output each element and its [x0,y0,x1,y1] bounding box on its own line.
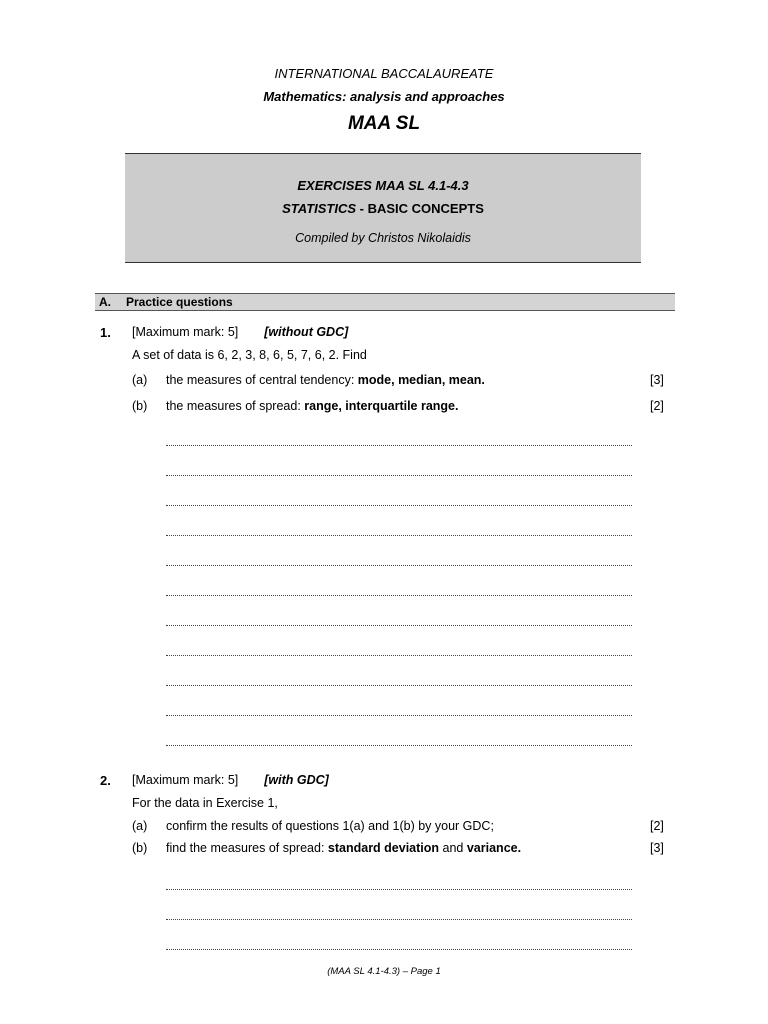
answer-line [166,919,632,920]
page-footer: (MAA SL 4.1-4.3) – Page 1 [327,966,441,977]
answer-line [166,949,632,950]
answer-line [166,505,632,506]
header-org: INTERNATIONAL BACCALAUREATE [274,66,494,81]
part-bold: range, interquartile range. [304,399,459,413]
answer-line [166,745,632,746]
topic-title [125,201,641,216]
question-1-intro: A set of data is 6, 2, 3, 8, 6, 5, 7, 6, 2. Find [132,348,367,362]
question-2a-label: (a) [132,819,148,833]
answer-line [166,685,632,686]
part-text: the measures of central tendency: [166,373,358,387]
question-2b-text [166,841,521,855]
section-header [95,293,675,311]
answer-line [166,475,632,476]
answer-line [166,595,632,596]
question-2a-mark: [2] [650,819,664,833]
question-1-max-mark [132,325,348,339]
question-1b-label: (b) [132,399,148,413]
question-2-number: 2. [100,773,111,788]
answer-line [166,715,632,716]
question-1a-mark: [3] [650,373,664,387]
gdc-note: [without GDC] [264,325,349,339]
exercises-title: EXERCISES MAA SL 4.1-4.3 [297,178,469,193]
answer-line [166,655,632,656]
topic-italic: STATISTICS [282,201,357,216]
section-title: Practice questions [126,295,233,309]
question-1a-label: (a) [132,373,148,387]
question-2-intro: For the data in Exercise 1, [132,796,278,810]
question-1a-text [166,373,485,387]
topic-rest: - BASIC CONCEPTS [356,201,484,216]
header-course: Mathematics: analysis and approaches [263,89,505,104]
answer-line [166,565,632,566]
title-box [125,153,641,263]
max-mark-label: [Maximum mark: 5] [132,325,239,339]
part-bold: mode, median, mean. [357,373,485,387]
part-bold: standard deviation [327,841,440,855]
answer-line [166,625,632,626]
question-2a-text: confirm the results of questions 1(a) and 1(b) by your GDC; [166,819,494,833]
section-letter: A. [99,295,111,309]
answer-line [166,535,632,536]
question-1b-text [166,399,459,413]
part-text: the measures of spread: [166,399,305,413]
header-level: MAA SL [347,113,421,134]
max-mark-label: [Maximum mark: 5] [132,773,239,787]
question-1b-mark: [2] [650,399,664,413]
question-1-number: 1. [100,325,111,340]
part-text: find the measures of spread: [166,841,328,855]
answer-line [166,445,632,446]
part-bold: variance. [466,841,522,855]
question-2b-label: (b) [132,841,148,855]
question-2-max-mark [132,773,329,787]
compiled-by: Compiled by Christos Nikolaidis [295,231,471,245]
answer-line [166,889,632,890]
question-2b-mark: [3] [650,841,664,855]
part-text: and [439,841,467,855]
gdc-note: [with GDC] [264,773,329,787]
